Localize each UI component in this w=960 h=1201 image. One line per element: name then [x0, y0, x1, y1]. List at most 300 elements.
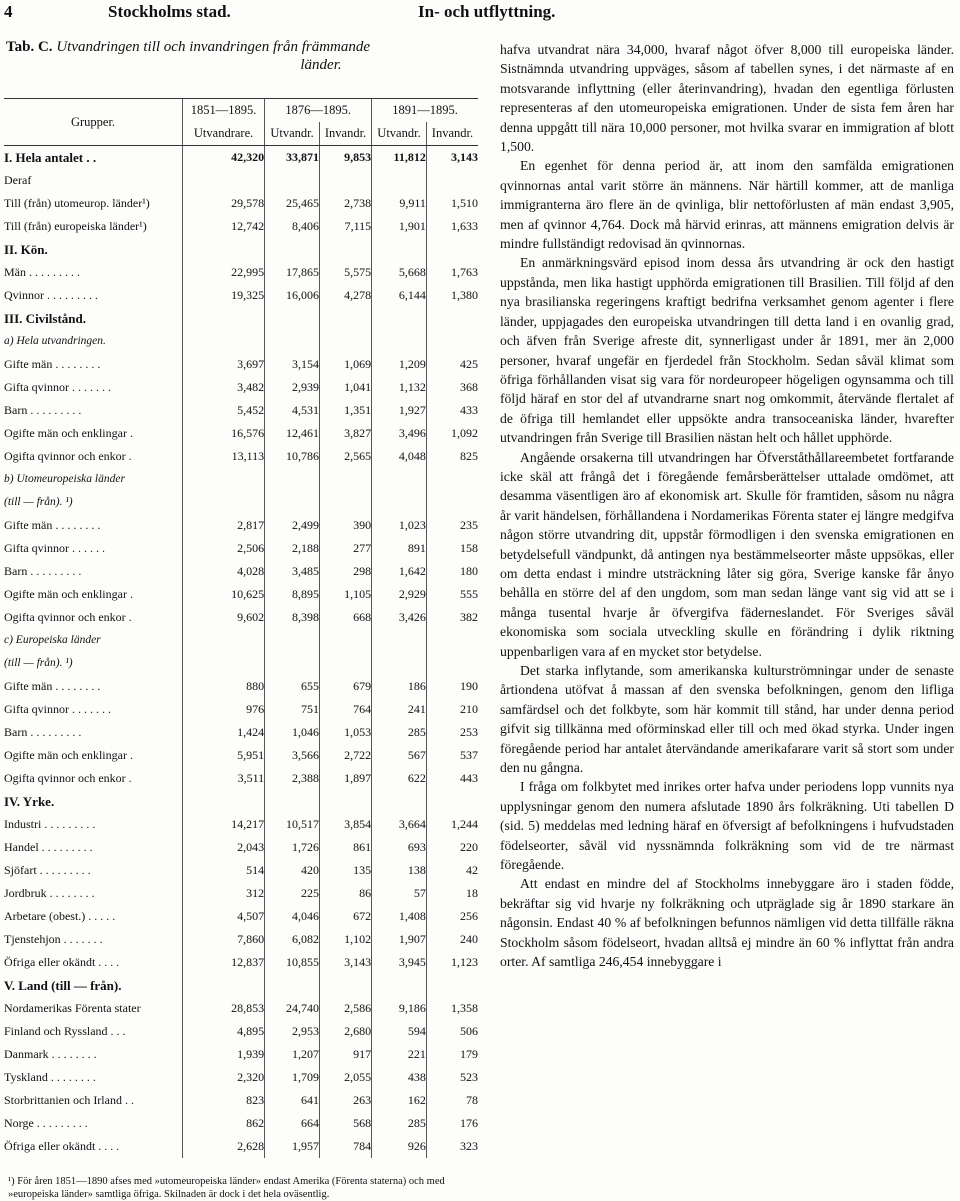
table-row: [4, 606, 478, 629]
cell-value: 9,853: [319, 146, 371, 170]
cell-value: 2,506: [183, 537, 265, 560]
cell-value: [372, 790, 427, 813]
table-row: [4, 1020, 478, 1043]
cell-value: 186: [372, 675, 427, 698]
cell-value: 2,499: [265, 514, 320, 537]
cell-value: 1,244: [426, 813, 478, 836]
row-label: Gifte män . . . . . . . .: [4, 679, 101, 693]
cell-value: 2,628: [183, 1135, 265, 1158]
table-row: [4, 215, 478, 238]
cell-value: 138: [372, 859, 427, 882]
cell-value: 221: [372, 1043, 427, 1066]
row-label: Gifte män . . . . . . . .: [4, 518, 101, 532]
cell-value: [265, 307, 320, 330]
cell-value: 433: [426, 399, 478, 422]
cell-value: 1,408: [372, 905, 427, 928]
cell-value: 823: [183, 1089, 265, 1112]
row-label: Deraf: [4, 173, 32, 187]
cell-value: [183, 652, 265, 675]
cell-value: [319, 790, 371, 813]
cell-value: [372, 169, 427, 192]
cell-value: [319, 468, 371, 491]
cell-value: 390: [319, 514, 371, 537]
cell-value: 537: [426, 744, 478, 767]
cell-value: [372, 468, 427, 491]
table-row: [4, 261, 478, 284]
row-label: Sjöfart . . . . . . . . .: [4, 863, 91, 877]
table-body: [4, 146, 478, 1159]
cell-value: 180: [426, 560, 478, 583]
paragraph: En anmärkningsvärd episod inom dessa års utvandring är ock den hastigt uppstånda, men lika hastigt upphörda emigrationen till Brasilien. Till följd af den nya brasilianska regeringens kraftigt bedrifna verksamhet genom agenter i flere länder, uppjagades den europeiska utvandringen till detta land i en ovanlig grad, och äfven från Sverige afreste dit, synnerligast under år 1891, mer än 2,000 personer, hvaraf ungefär en fjerdedel från Stockholm. Sedan såväl klimat som öfriga förhållanden visat sig vara för nordeuropeer högeligen ogynsamma och till följd häraf en stor del af utvandrarne snart nog omkommit, återvände flertalet af de öfriga till hemlandet eller uppsökte andra transoceaniska länder, hvarefter utvandringen från Sverige till Brasilien nästan helt och hållet upphörde.: [500, 255, 954, 446]
table-title-line2: länder.: [300, 57, 342, 73]
cell-value: [426, 238, 478, 261]
row-label: Gifta qvinnor . . . . . .: [4, 541, 105, 555]
cell-value: 1,358: [426, 997, 478, 1020]
cell-value: 9,602: [183, 606, 265, 629]
cell-value: 33,871: [265, 146, 320, 170]
cell-value: 1,939: [183, 1043, 265, 1066]
table-row: [4, 399, 478, 422]
cell-value: 976: [183, 698, 265, 721]
table-row: [4, 284, 478, 307]
row-label: Män . . . . . . . . .: [4, 265, 80, 279]
cell-value: 1,907: [372, 928, 427, 951]
table-row: [4, 652, 478, 675]
row-label: Ogifta qvinnor och enkor .: [4, 610, 132, 624]
table-row: [4, 951, 478, 974]
cell-value: 176: [426, 1112, 478, 1135]
cell-value: 1,901: [372, 215, 427, 238]
cell-value: 567: [372, 744, 427, 767]
row-label: Handel . . . . . . . . .: [4, 840, 93, 854]
cell-value: 1,105: [319, 583, 371, 606]
period-header: 1876—1895.: [265, 99, 372, 123]
cell-value: 277: [319, 537, 371, 560]
row-label: I. Hela antalet . .: [4, 150, 97, 165]
cell-value: 7,115: [319, 215, 371, 238]
cell-value: 2,722: [319, 744, 371, 767]
cell-value: 1,069: [319, 353, 371, 376]
cell-value: 1,207: [265, 1043, 320, 1066]
cell-value: 10,855: [265, 951, 320, 974]
row-label: (till — från). ¹): [4, 657, 73, 669]
cell-value: 693: [372, 836, 427, 859]
cell-value: [265, 330, 320, 353]
cell-value: 1,709: [265, 1066, 320, 1089]
period-header: 1891—1895.: [372, 99, 478, 123]
cell-value: 3,827: [319, 422, 371, 445]
cell-value: 420: [265, 859, 320, 882]
cell-value: 2,586: [319, 997, 371, 1020]
cell-value: 4,531: [265, 399, 320, 422]
cell-value: [183, 169, 265, 192]
table-row: [4, 192, 478, 215]
cell-value: 1,927: [372, 399, 427, 422]
cell-value: 2,320: [183, 1066, 265, 1089]
cell-value: 1,053: [319, 721, 371, 744]
cell-value: 1,102: [319, 928, 371, 951]
row-label: Till (från) europeiska länder¹): [4, 219, 147, 233]
cell-value: 3,143: [319, 951, 371, 974]
cell-value: 16,006: [265, 284, 320, 307]
period-header: 1851—1895.: [183, 99, 265, 123]
row-label: Gifta qvinnor . . . . . . .: [4, 702, 111, 716]
cell-value: 3,664: [372, 813, 427, 836]
paragraph: En egenhet för denna period är, att inom den samfälda emigrationen qvinnornas antal varit större än männens. När härtill kommer, att de manliga immigranterna äro flere än de qvinliga, blir nettoförlusten af män endast 3,905, men af qvinnor 4,764. Dock må härvid erinras, att männens emigration delvis är mindre fullständigt redovisad än qvinnornas.: [500, 158, 954, 252]
row-label: (till — från). ¹): [4, 496, 73, 508]
table-row: [4, 491, 478, 514]
cell-value: 57: [372, 882, 427, 905]
cell-value: 285: [372, 1112, 427, 1135]
cell-value: 12,461: [265, 422, 320, 445]
row-label: III. Civilstånd.: [4, 311, 86, 326]
cell-value: 42: [426, 859, 478, 882]
cell-value: 1,046: [265, 721, 320, 744]
cell-value: 323: [426, 1135, 478, 1158]
table-title-line1: Utvandringen till och invandringen från främmande: [56, 39, 371, 55]
cell-value: [426, 652, 478, 675]
cell-value: 241: [372, 698, 427, 721]
cell-value: [372, 238, 427, 261]
cell-value: 19,325: [183, 284, 265, 307]
cell-value: [319, 238, 371, 261]
cell-value: 555: [426, 583, 478, 606]
cell-value: [265, 169, 320, 192]
table-row: [4, 905, 478, 928]
table-row: [4, 330, 478, 353]
cell-value: [265, 790, 320, 813]
cell-value: 6,082: [265, 928, 320, 951]
cell-value: 5,575: [319, 261, 371, 284]
table-row: [4, 813, 478, 836]
cell-value: 10,786: [265, 445, 320, 468]
row-label: Barn . . . . . . . . .: [4, 564, 82, 578]
cell-value: 861: [319, 836, 371, 859]
cell-value: 162: [372, 1089, 427, 1112]
cell-value: 16,576: [183, 422, 265, 445]
row-label: IV. Yrke.: [4, 794, 55, 809]
table-row: [4, 1066, 478, 1089]
text-column: [500, 40, 954, 972]
cell-value: 3,496: [372, 422, 427, 445]
cell-value: 1,023: [372, 514, 427, 537]
table-row: [4, 422, 478, 445]
row-label: Ogifte män och enklingar .: [4, 587, 133, 601]
table-row: [4, 146, 478, 170]
cell-value: [372, 307, 427, 330]
cell-value: 1,897: [319, 767, 371, 790]
row-label: Tjenstehjon . . . . . . .: [4, 932, 103, 946]
table-row: [4, 767, 478, 790]
cell-value: [426, 330, 478, 353]
cell-value: 622: [372, 767, 427, 790]
row-label: Industri . . . . . . . . .: [4, 817, 96, 831]
cell-value: 3,154: [265, 353, 320, 376]
cell-value: 382: [426, 606, 478, 629]
cell-value: [183, 491, 265, 514]
cell-value: 2,565: [319, 445, 371, 468]
cell-value: 11,812: [372, 146, 427, 170]
table-title: [6, 38, 478, 56]
subheader: Invandr.: [426, 122, 478, 146]
cell-value: 13,113: [183, 445, 265, 468]
subheader: Invandr.: [319, 122, 371, 146]
cell-value: [426, 974, 478, 997]
cell-value: 190: [426, 675, 478, 698]
cell-value: 751: [265, 698, 320, 721]
table-row: [4, 560, 478, 583]
table-row: [4, 698, 478, 721]
cell-value: [183, 974, 265, 997]
cell-value: 6,144: [372, 284, 427, 307]
table-row: [4, 307, 478, 330]
subheader: Utvandr.: [265, 122, 320, 146]
cell-value: 443: [426, 767, 478, 790]
subheader: Utvandr.: [372, 122, 427, 146]
cell-value: 42,320: [183, 146, 265, 170]
cell-value: 3,482: [183, 376, 265, 399]
cell-value: 784: [319, 1135, 371, 1158]
table-row: [4, 169, 478, 192]
cell-value: 3,143: [426, 146, 478, 170]
table-row: [4, 997, 478, 1020]
cell-value: [372, 491, 427, 514]
subheader: Utvandrare.: [183, 122, 265, 146]
cell-value: 25,465: [265, 192, 320, 215]
cell-value: 18: [426, 882, 478, 905]
cell-value: 3,945: [372, 951, 427, 974]
cell-value: 2,939: [265, 376, 320, 399]
table-row: [4, 836, 478, 859]
cell-value: 641: [265, 1089, 320, 1112]
cell-value: 28,853: [183, 997, 265, 1020]
cell-value: 4,048: [372, 445, 427, 468]
cell-value: [265, 238, 320, 261]
cell-value: 158: [426, 537, 478, 560]
cell-value: 1,424: [183, 721, 265, 744]
cell-value: [426, 491, 478, 514]
cell-value: 5,452: [183, 399, 265, 422]
cell-value: [319, 652, 371, 675]
cell-value: 24,740: [265, 997, 320, 1020]
cell-value: 438: [372, 1066, 427, 1089]
cell-value: 926: [372, 1135, 427, 1158]
cell-value: 1,041: [319, 376, 371, 399]
cell-value: [183, 790, 265, 813]
cell-value: [426, 468, 478, 491]
cell-value: 862: [183, 1112, 265, 1135]
table-row: [4, 376, 478, 399]
cell-value: 5,668: [372, 261, 427, 284]
cell-value: 523: [426, 1066, 478, 1089]
cell-value: 8,895: [265, 583, 320, 606]
cell-value: 1,726: [265, 836, 320, 859]
cell-value: [319, 629, 371, 652]
cell-value: 8,406: [265, 215, 320, 238]
cell-value: 4,028: [183, 560, 265, 583]
cell-value: 3,511: [183, 767, 265, 790]
running-title-left: Stockholms stad.: [108, 2, 231, 21]
table-row: [4, 974, 478, 997]
table-row: [4, 1112, 478, 1135]
row-label: Öfriga eller okändt . . . .: [4, 955, 120, 969]
cell-value: 256: [426, 905, 478, 928]
row-label: Gifta qvinnor . . . . . . .: [4, 380, 111, 394]
cell-value: 4,507: [183, 905, 265, 928]
table-row: [4, 629, 478, 652]
cell-value: [265, 468, 320, 491]
cell-value: [372, 330, 427, 353]
cell-value: 220: [426, 836, 478, 859]
groups-header: Grupper.: [4, 99, 183, 146]
row-label: Storbrittanien och Irland . .: [4, 1093, 134, 1107]
cell-value: 225: [265, 882, 320, 905]
cell-value: 1,209: [372, 353, 427, 376]
cell-value: [265, 974, 320, 997]
cell-value: 14,217: [183, 813, 265, 836]
cell-value: 594: [372, 1020, 427, 1043]
row-label: a) Hela utvandringen.: [4, 335, 106, 347]
paragraph: Det starka inflytande, som amerikanska kulturströmningar under de senaste årtiondena utöfvat å massan af den svenska befolkningen, genom den lifliga samfärdsel och det folkbyte, som här kommit till stånd, har under denna period gifvit sig tillkänna med oförminskad eller till och med ökad styrka. Under ingen föregående period har antalet återvändande amerikafarare varit så stort som under den nu gångna.: [500, 663, 954, 776]
cell-value: 253: [426, 721, 478, 744]
page-header: [0, 0, 960, 26]
row-label: V. Land (till — från).: [4, 978, 122, 993]
table-row: [4, 468, 478, 491]
cell-value: 29,578: [183, 192, 265, 215]
cell-value: [319, 330, 371, 353]
row-label: Arbetare (obest.) . . . . .: [4, 909, 116, 923]
cell-value: 9,186: [372, 997, 427, 1020]
table-row: [4, 514, 478, 537]
row-label: Qvinnor . . . . . . . . .: [4, 288, 98, 302]
cell-value: 1,510: [426, 192, 478, 215]
cell-value: 917: [319, 1043, 371, 1066]
cell-value: 368: [426, 376, 478, 399]
cell-value: 285: [372, 721, 427, 744]
cell-value: [319, 307, 371, 330]
cell-value: [372, 629, 427, 652]
cell-value: 179: [426, 1043, 478, 1066]
table-row: [4, 928, 478, 951]
running-title-right: In- och utflyttning.: [418, 2, 556, 21]
cell-value: 3,566: [265, 744, 320, 767]
cell-value: 86: [319, 882, 371, 905]
cell-value: 1,351: [319, 399, 371, 422]
cell-value: 2,043: [183, 836, 265, 859]
row-label: Gifte män . . . . . . . .: [4, 357, 101, 371]
footnote: ¹) För åren 1851—1890 afses med »utomeuropeiska länder» endast Amerika (Förenta staterna) och med »europeiska länder» samtliga öfriga. Skilnaden är dock i det hela oväsentlig.: [8, 1176, 445, 1200]
row-label: b) Utomeuropeiska länder: [4, 473, 125, 485]
table-row: [4, 537, 478, 560]
cell-value: 8,398: [265, 606, 320, 629]
cell-value: 2,680: [319, 1020, 371, 1043]
cell-value: 22,995: [183, 261, 265, 284]
cell-value: 1,642: [372, 560, 427, 583]
table-row: [4, 445, 478, 468]
table-row: [4, 882, 478, 905]
cell-value: [426, 169, 478, 192]
table-row: [4, 1135, 478, 1158]
row-label: Öfriga eller okändt . . . .: [4, 1139, 120, 1153]
cell-value: 9,911: [372, 192, 427, 215]
table-row: [4, 675, 478, 698]
cell-value: 506: [426, 1020, 478, 1043]
cell-value: 825: [426, 445, 478, 468]
cell-value: [265, 491, 320, 514]
table-row: [4, 1089, 478, 1112]
cell-value: 3,426: [372, 606, 427, 629]
paragraph: I fråga om folkbytet med inrikes orter hafva under periodens lopp vunnits nya upplysningar genom den numera afslutade 1890 års folkräkning. Uti tabellen D (sid. 5) meddelas med ledning häraf en öfversigt af befolkningens i hufvudstaden födelseorter, såväl vid nyssnämnda folkräkning som vid de tre närmast föregående.: [500, 779, 954, 873]
cell-value: 891: [372, 537, 427, 560]
row-label: c) Europeiska länder: [4, 634, 101, 646]
row-label: II. Kön.: [4, 242, 48, 257]
cell-value: 1,763: [426, 261, 478, 284]
cell-value: 425: [426, 353, 478, 376]
cell-value: 135: [319, 859, 371, 882]
row-label: Barn . . . . . . . . .: [4, 725, 82, 739]
cell-value: 1,380: [426, 284, 478, 307]
cell-value: [426, 790, 478, 813]
paragraph: hafva utvandrat nära 34,000, hvaraf något öfver 8,000 till europeiska länder. Sistnämnda utvandring uppväges, såsom af tabellen synes, i det närmaste af en motsvarande inflyttning (eller återinvandring), hvadan den egentliga förlusten representeras af den utomeuropeiska emigrationen. Under de sista fem åren har denna uppgått till nära 10,000 personer, mot hvilka svarar en immigration af blott 1,500.: [500, 42, 954, 155]
cell-value: 1,123: [426, 951, 478, 974]
table-row: [4, 353, 478, 376]
row-label: Danmark . . . . . . . .: [4, 1047, 97, 1061]
cell-value: 2,188: [265, 537, 320, 560]
cell-value: [426, 629, 478, 652]
cell-value: [183, 629, 265, 652]
cell-value: 78: [426, 1089, 478, 1112]
cell-value: [265, 652, 320, 675]
cell-value: 4,278: [319, 284, 371, 307]
cell-value: 3,485: [265, 560, 320, 583]
row-label: Tyskland . . . . . . . .: [4, 1070, 96, 1084]
table-label: Tab. C.: [6, 39, 53, 55]
paragraph: Att endast en mindre del af Stockholms innebyggare äro i staden födde, bekräftar sig vid hvarje ny folkräkning och utpräglade sig år 1890 starkare än någonsin. Endast 40 % af befolkningen befunnos nämligen vid detta tillfälle räkna Stockholm såsom födelseort, hvadan alltså ej mindre än 60 % inflyttat från andra orter. Af samtliga 246,454 innebyggare i: [500, 876, 954, 970]
row-label: Norge . . . . . . . . .: [4, 1116, 88, 1130]
cell-value: 668: [319, 606, 371, 629]
cell-value: [183, 238, 265, 261]
cell-value: 312: [183, 882, 265, 905]
cell-value: 4,046: [265, 905, 320, 928]
cell-value: 7,860: [183, 928, 265, 951]
cell-value: 298: [319, 560, 371, 583]
row-label: Nordamerikas Förenta stater: [4, 1001, 141, 1015]
cell-value: [183, 468, 265, 491]
table-row: [4, 583, 478, 606]
cell-value: 2,929: [372, 583, 427, 606]
cell-value: [319, 169, 371, 192]
cell-value: [372, 652, 427, 675]
row-label: Barn . . . . . . . . .: [4, 403, 82, 417]
cell-value: 679: [319, 675, 371, 698]
table-row: [4, 744, 478, 767]
cell-value: [426, 307, 478, 330]
cell-value: [319, 974, 371, 997]
cell-value: 2,953: [265, 1020, 320, 1043]
cell-value: 1,633: [426, 215, 478, 238]
cell-value: 12,837: [183, 951, 265, 974]
table-row: [4, 859, 478, 882]
cell-value: 514: [183, 859, 265, 882]
cell-value: 235: [426, 514, 478, 537]
cell-value: [265, 629, 320, 652]
cell-value: 2,388: [265, 767, 320, 790]
cell-value: 10,625: [183, 583, 265, 606]
cell-value: 3,854: [319, 813, 371, 836]
cell-value: 17,865: [265, 261, 320, 284]
cell-value: 1,092: [426, 422, 478, 445]
cell-value: [319, 491, 371, 514]
